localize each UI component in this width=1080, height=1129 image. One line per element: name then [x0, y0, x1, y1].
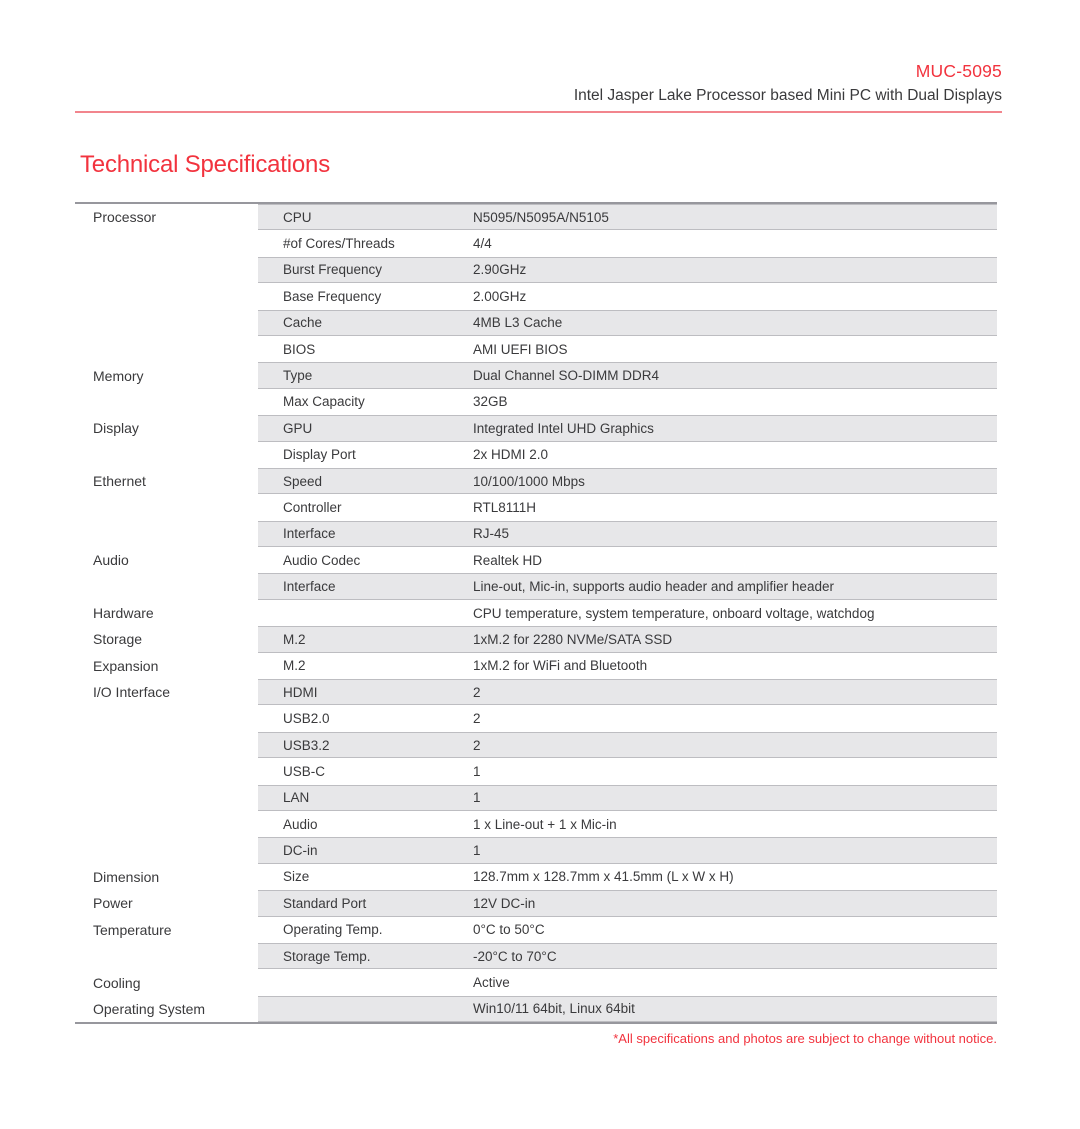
spec-row-body [258, 468, 997, 494]
spec-key: DC-in [283, 843, 318, 859]
spec-value: Active [473, 975, 510, 991]
spec-row [75, 573, 997, 599]
spec-value: 2.00GHz [473, 288, 527, 304]
spec-category-label: Power [93, 895, 133, 912]
spec-row [75, 521, 997, 547]
spec-key: Type [283, 368, 313, 384]
spec-key: Burst Frequency [283, 262, 383, 278]
spec-category-label: Display [93, 420, 139, 437]
spec-value: 2 [473, 711, 481, 727]
spec-row [75, 442, 997, 468]
spec-row [75, 917, 997, 943]
spec-row [75, 494, 997, 520]
spec-key: #of Cores/Threads [283, 236, 395, 252]
spec-category-label: Expansion [93, 657, 159, 674]
page-title: Technical Specifications [80, 151, 331, 178]
spec-key: LAN [283, 790, 310, 806]
spec-row [75, 705, 997, 731]
spec-key: HDMI [283, 684, 318, 700]
spec-row [75, 679, 997, 705]
spec-row [75, 653, 997, 679]
spec-value: 2x HDMI 2.0 [473, 447, 549, 463]
spec-row [75, 890, 997, 916]
spec-row-body [258, 864, 997, 890]
spec-row [75, 732, 997, 758]
spec-table [75, 202, 997, 1024]
spec-row [75, 468, 997, 494]
spec-key: Speed [283, 473, 323, 489]
spec-value: 2 [473, 684, 481, 700]
spec-value: CPU temperature, system temperature, onboard voltage, watchdog [473, 605, 875, 621]
spec-value: Integrated Intel UHD Graphics [473, 420, 654, 436]
spec-row-body [258, 600, 997, 626]
spec-row [75, 626, 997, 652]
spec-row-body [258, 626, 997, 652]
spec-value: 1 [473, 763, 481, 779]
spec-key: USB2.0 [283, 711, 330, 727]
spec-category-label: Audio [93, 552, 129, 569]
spec-row-body [258, 758, 997, 784]
spec-key: Max Capacity [283, 394, 365, 410]
spec-category-label: Hardware [93, 605, 154, 622]
spec-row-body [258, 943, 997, 969]
spec-value: 1 x Line-out + 1 x Mic-in [473, 816, 617, 832]
spec-row-body [258, 521, 997, 547]
spec-row-body [258, 969, 997, 995]
spec-category-label: Ethernet [93, 473, 146, 490]
spec-row-body [258, 573, 997, 599]
spec-row-body [258, 785, 997, 811]
spec-row [75, 415, 997, 441]
spec-key: Display Port [283, 447, 356, 463]
spec-category-label [75, 310, 258, 336]
spec-category-label [75, 943, 258, 969]
spec-category-label [75, 758, 258, 784]
spec-value: Win10/11 64bit, Linux 64bit [473, 1001, 635, 1017]
spec-category-label [75, 573, 258, 599]
spec-row-body [258, 996, 997, 1022]
spec-key: Audio [283, 816, 318, 832]
spec-key: Interface [283, 526, 336, 542]
spec-row-body [258, 732, 997, 758]
spec-category-label: Memory [93, 367, 144, 384]
spec-value: 4MB L3 Cache [473, 315, 563, 331]
spec-row-body [258, 336, 997, 362]
spec-row-body [258, 494, 997, 520]
spec-row-body [258, 257, 997, 283]
spec-row [75, 758, 997, 784]
spec-category-label: Processor [93, 209, 157, 226]
spec-row [75, 785, 997, 811]
spec-key: GPU [283, 420, 313, 436]
spec-value: 1 [473, 790, 481, 806]
spec-key: M.2 [283, 631, 306, 647]
spec-row [75, 547, 997, 573]
spec-row-body [258, 653, 997, 679]
spec-category-label [75, 494, 258, 520]
spec-category-label [75, 785, 258, 811]
spec-key: M.2 [283, 658, 306, 674]
spec-key: USB3.2 [283, 737, 330, 753]
spec-category-label [75, 283, 258, 309]
spec-key: BIOS [283, 341, 316, 357]
spec-category-label [75, 521, 258, 547]
spec-key: Interface [283, 579, 336, 595]
spec-value: AMI UEFI BIOS [473, 341, 568, 357]
spec-category-label [75, 442, 258, 468]
spec-row [75, 600, 997, 626]
spec-row [75, 943, 997, 969]
spec-row [75, 969, 997, 995]
spec-row-body [258, 389, 997, 415]
spec-value: RJ-45 [473, 526, 510, 542]
spec-value: N5095/N5095A/N5105 [473, 209, 609, 225]
spec-value: 10/100/1000 Mbps [473, 473, 585, 489]
spec-category-label [75, 389, 258, 415]
spec-key: Size [283, 869, 310, 885]
spec-row [75, 811, 997, 837]
spec-row [75, 336, 997, 362]
spec-value: 4/4 [473, 236, 492, 252]
header-divider [75, 111, 1002, 113]
spec-category-label: Operating System [93, 1000, 206, 1017]
spec-category-label: Dimension [93, 868, 160, 885]
spec-key: Controller [283, 499, 342, 515]
spec-row-body [258, 679, 997, 705]
spec-value: 0°C to 50°C [473, 922, 545, 938]
spec-row-body [258, 283, 997, 309]
spec-row [75, 837, 997, 863]
footer-note: *All specifications and photos are subject to change without notice. [613, 1031, 997, 1046]
page-header [574, 61, 1002, 105]
spec-key: Operating Temp. [283, 922, 383, 938]
spec-category-label [75, 705, 258, 731]
spec-row-body [258, 230, 997, 256]
product-subtitle: Intel Jasper Lake Processor based Mini PC with Dual Displays [573, 87, 1002, 104]
spec-category-label [75, 811, 258, 837]
spec-row-body [258, 705, 997, 731]
spec-row-body [258, 890, 997, 916]
spec-category-label: Storage [93, 631, 143, 648]
spec-row [75, 389, 997, 415]
spec-category-label [75, 732, 258, 758]
spec-row-body [258, 310, 997, 336]
spec-key: Storage Temp. [283, 948, 371, 964]
spec-category-label [75, 837, 258, 863]
spec-row-body [258, 547, 997, 573]
spec-value: 1xM.2 for 2280 NVMe/SATA SSD [473, 631, 673, 647]
spec-row-body [258, 415, 997, 441]
spec-value: -20°C to 70°C [473, 948, 557, 964]
spec-row-body [258, 362, 997, 388]
spec-key: Audio Codec [283, 552, 361, 568]
spec-key: Cache [283, 315, 323, 331]
spec-row [75, 996, 997, 1022]
spec-category-label: Cooling [93, 974, 141, 991]
spec-row [75, 204, 997, 230]
spec-value: Line-out, Mic-in, supports audio header and amplifier header [473, 579, 834, 595]
spec-value: 2.90GHz [473, 262, 527, 278]
spec-category-label [75, 336, 258, 362]
spec-key: Base Frequency [283, 288, 382, 304]
spec-value: 1xM.2 for WiFi and Bluetooth [473, 658, 648, 674]
spec-value: Dual Channel SO-DIMM DDR4 [473, 368, 660, 384]
model-name: MUC-5095 [915, 61, 1002, 81]
spec-row [75, 257, 997, 283]
spec-value: 12V DC-in [473, 895, 536, 911]
spec-row [75, 283, 997, 309]
spec-value: 1 [473, 843, 481, 859]
spec-category-label: Temperature [93, 921, 172, 938]
spec-value: RTL8111H [473, 499, 537, 515]
spec-key: USB-C [283, 763, 326, 779]
spec-key: Standard Port [283, 895, 367, 911]
spec-value: 32GB [473, 394, 508, 410]
spec-row [75, 230, 997, 256]
spec-row-body [258, 917, 997, 943]
spec-value: Realtek HD [473, 552, 543, 568]
spec-row [75, 310, 997, 336]
spec-value: 2 [473, 737, 481, 753]
spec-value: 128.7mm x 128.7mm x 41.5mm (L x W x H) [473, 869, 734, 885]
spec-row-body [258, 442, 997, 468]
spec-category-label [75, 257, 258, 283]
spec-row-body [258, 837, 997, 863]
spec-row-body [258, 204, 997, 230]
spec-row-body [258, 811, 997, 837]
spec-row [75, 362, 997, 388]
spec-key: CPU [283, 209, 312, 225]
spec-row [75, 864, 997, 890]
spec-category-label [75, 230, 258, 256]
spec-category-label: I/O Interface [93, 684, 171, 701]
